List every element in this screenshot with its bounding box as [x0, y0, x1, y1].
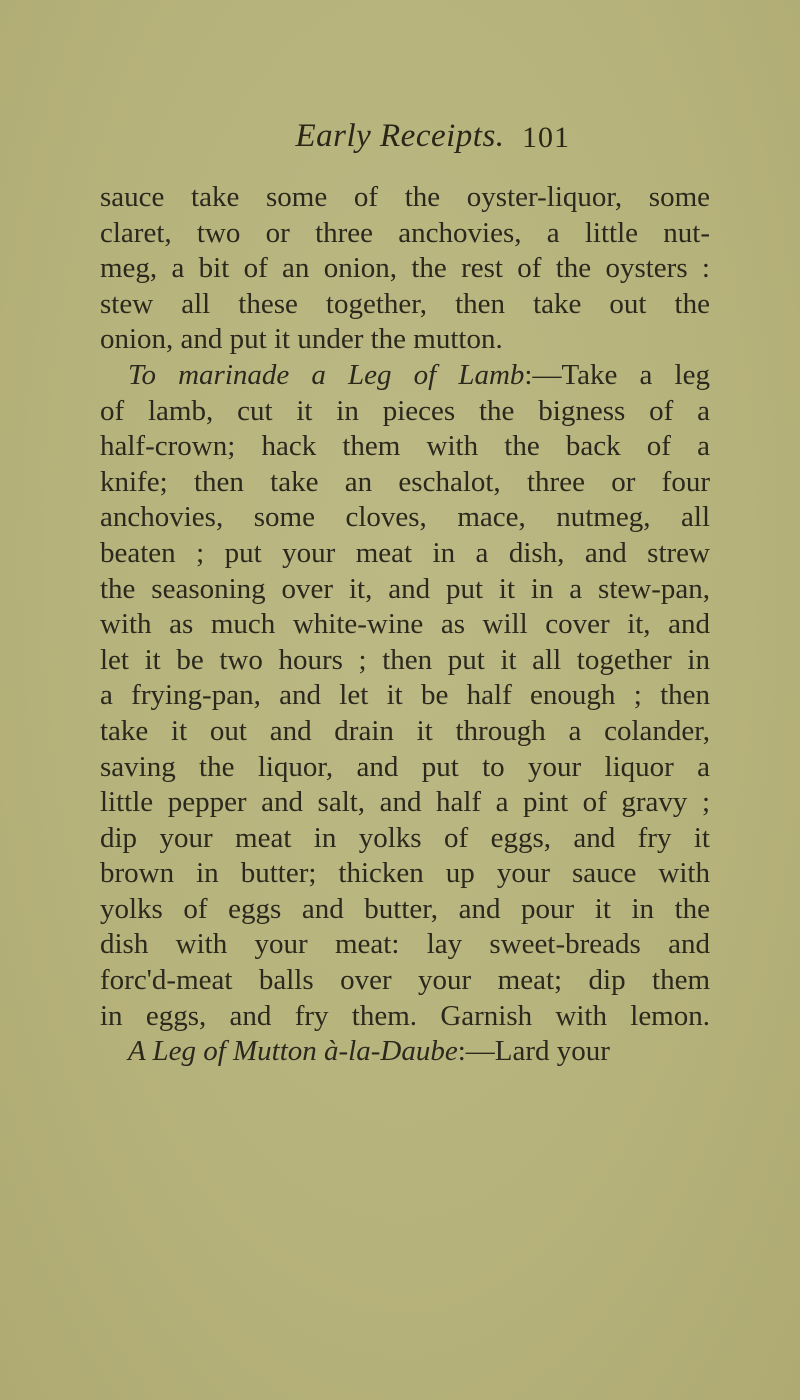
- text-line: stew all these together, then take out the: [100, 287, 710, 320]
- recipe-title-lamb: To marinade a Leg of Lamb: [128, 358, 525, 391]
- page-number: 101: [522, 121, 570, 154]
- text-line: meg, a bit of an onion, the rest of the oysters :: [100, 252, 710, 285]
- text-line: forc'd-meat balls over your meat; dip them: [100, 964, 710, 997]
- text-line: knife; then take an eschalot, three or four: [100, 465, 710, 498]
- text-line: take it out and drain it through a colander,: [100, 714, 710, 747]
- text-line: in eggs, and fry them. Garnish with lemon.: [100, 999, 710, 1032]
- text-line: dip your meat in yolks of eggs, and fry it: [100, 821, 710, 854]
- text-line: dish with your meat: lay sweet-breads and: [100, 928, 710, 961]
- recipe-heading-mutton: [100, 1034, 710, 1070]
- body-text: [100, 180, 710, 1070]
- text-line: with as much white-wine as will cover it, and: [100, 608, 710, 641]
- text-line: of lamb, cut it in pieces the bigness of a: [100, 394, 710, 427]
- recipe-title-mutton: A Leg of Mutton à-la-Daube: [128, 1035, 458, 1068]
- text-line: yolks of eggs and butter, and pour it in the: [100, 892, 710, 925]
- page-header: [0, 118, 800, 158]
- text-line: beaten ; put your meat in a dish, and strew: [100, 536, 710, 569]
- text-line: claret, two or three anchovies, a little nut-: [100, 216, 710, 249]
- text-line: let it be two hours ; then put it all together in: [100, 643, 710, 676]
- text-line: sauce take some of the oyster-liquor, some: [100, 181, 710, 213]
- text-line: the seasoning over it, and put it in a stew-pan,: [100, 572, 710, 605]
- recipe-intro-mutton: :—Lard your: [457, 1035, 610, 1068]
- recipe-intro-lamb: :—Take a leg: [524, 358, 710, 391]
- text-line: a frying-pan, and let it be half enough ; then: [100, 679, 710, 712]
- text-line: anchovies, some cloves, mace, nutmeg, all: [100, 501, 710, 534]
- text-line: half-crown; hack them with the back of a: [100, 430, 710, 463]
- recipe-heading-lamb: [100, 358, 710, 394]
- text-line: brown in butter; thicken up your sauce with: [100, 857, 710, 890]
- text-line: onion, and put it under the mutton.: [100, 323, 503, 356]
- text-line: saving the liquor, and put to your liquor a: [100, 750, 710, 783]
- text-line: little pepper and salt, and half a pint of gravy ;: [100, 786, 710, 819]
- running-title: Early Receipts.: [295, 118, 505, 154]
